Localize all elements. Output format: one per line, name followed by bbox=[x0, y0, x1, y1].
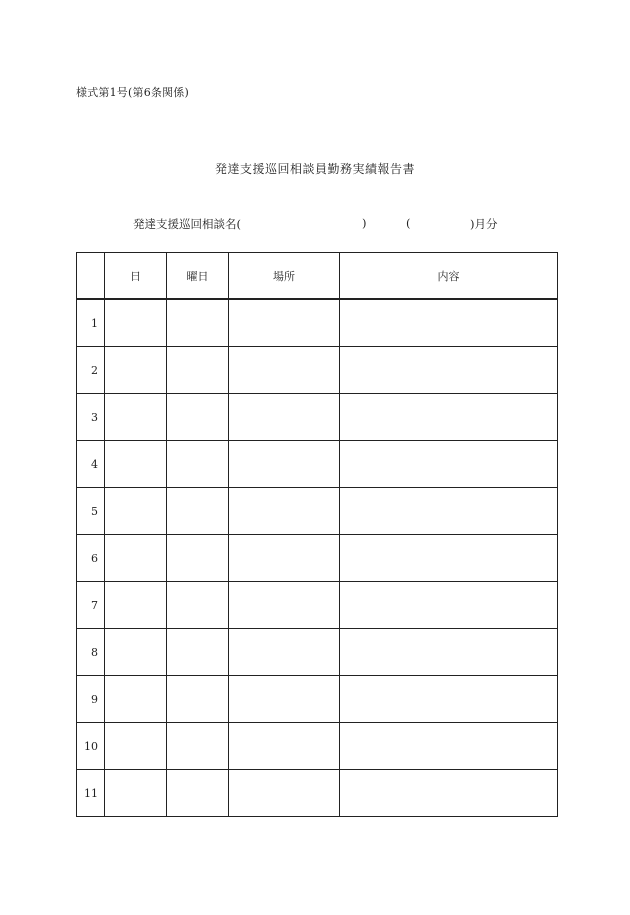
day-cell[interactable] bbox=[105, 723, 167, 770]
content-cell[interactable] bbox=[340, 441, 558, 488]
table-row bbox=[77, 535, 558, 582]
row-number: 10 bbox=[77, 723, 105, 770]
header-row-number bbox=[77, 253, 105, 300]
place-cell[interactable] bbox=[229, 723, 340, 770]
place-cell[interactable] bbox=[229, 629, 340, 676]
content-cell[interactable] bbox=[340, 347, 558, 394]
content-cell[interactable] bbox=[340, 629, 558, 676]
name-close-paren: ) bbox=[362, 216, 367, 230]
day-cell[interactable] bbox=[105, 582, 167, 629]
table-row bbox=[77, 488, 558, 535]
row-number: 2 bbox=[77, 347, 105, 394]
weekday-cell[interactable] bbox=[167, 394, 229, 441]
row-number: 4 bbox=[77, 441, 105, 488]
table-row bbox=[77, 441, 558, 488]
day-cell[interactable] bbox=[105, 770, 167, 817]
day-cell[interactable] bbox=[105, 535, 167, 582]
content-cell[interactable] bbox=[340, 770, 558, 817]
row-number: 7 bbox=[77, 582, 105, 629]
place-cell[interactable] bbox=[229, 535, 340, 582]
table-row bbox=[77, 676, 558, 723]
row-number: 6 bbox=[77, 535, 105, 582]
table-row bbox=[77, 629, 558, 676]
day-cell[interactable] bbox=[105, 299, 167, 347]
weekday-cell[interactable] bbox=[167, 770, 229, 817]
content-cell[interactable] bbox=[340, 299, 558, 347]
weekday-cell[interactable] bbox=[167, 629, 229, 676]
day-cell[interactable] bbox=[105, 441, 167, 488]
day-cell[interactable] bbox=[105, 488, 167, 535]
header-place: 場所 bbox=[229, 253, 340, 300]
place-cell[interactable] bbox=[229, 441, 340, 488]
form-number: 様式第1号(第6条関係) bbox=[76, 86, 189, 99]
table-row bbox=[77, 347, 558, 394]
month-suffix-label: )月分 bbox=[470, 217, 498, 231]
weekday-cell[interactable] bbox=[167, 676, 229, 723]
place-cell[interactable] bbox=[229, 488, 340, 535]
weekday-cell[interactable] bbox=[167, 347, 229, 394]
place-cell[interactable] bbox=[229, 394, 340, 441]
place-cell[interactable] bbox=[229, 347, 340, 394]
weekday-cell[interactable] bbox=[167, 723, 229, 770]
day-cell[interactable] bbox=[105, 394, 167, 441]
table-row bbox=[77, 723, 558, 770]
table-row bbox=[77, 394, 558, 441]
weekday-cell[interactable] bbox=[167, 535, 229, 582]
weekday-cell[interactable] bbox=[167, 441, 229, 488]
table-row bbox=[77, 299, 558, 347]
month-open-paren: ( bbox=[406, 216, 411, 230]
day-cell[interactable] bbox=[105, 676, 167, 723]
row-number: 9 bbox=[77, 676, 105, 723]
content-cell[interactable] bbox=[340, 488, 558, 535]
table-header-row bbox=[77, 253, 558, 300]
content-cell[interactable] bbox=[340, 676, 558, 723]
day-cell[interactable] bbox=[105, 347, 167, 394]
day-cell[interactable] bbox=[105, 629, 167, 676]
header-content: 内容 bbox=[340, 253, 558, 300]
row-number: 5 bbox=[77, 488, 105, 535]
place-cell[interactable] bbox=[229, 299, 340, 347]
place-cell[interactable] bbox=[229, 770, 340, 817]
header-weekday: 曜日 bbox=[167, 253, 229, 300]
content-cell[interactable] bbox=[340, 394, 558, 441]
table-row bbox=[77, 770, 558, 817]
row-number: 3 bbox=[77, 394, 105, 441]
row-number: 1 bbox=[77, 299, 105, 347]
content-cell[interactable] bbox=[340, 723, 558, 770]
content-cell[interactable] bbox=[340, 535, 558, 582]
weekday-cell[interactable] bbox=[167, 488, 229, 535]
weekday-cell[interactable] bbox=[167, 299, 229, 347]
content-cell[interactable] bbox=[340, 582, 558, 629]
table-row bbox=[77, 582, 558, 629]
weekday-cell[interactable] bbox=[167, 582, 229, 629]
header-day: 日 bbox=[105, 253, 167, 300]
row-number: 11 bbox=[77, 770, 105, 817]
document-title: 発達支援巡回相談員勤務実績報告書 bbox=[214, 162, 415, 176]
place-cell[interactable] bbox=[229, 582, 340, 629]
place-cell[interactable] bbox=[229, 676, 340, 723]
work-record-table bbox=[76, 252, 558, 817]
consultant-name-label: 発達支援巡回相談名( bbox=[133, 217, 241, 231]
row-number: 8 bbox=[77, 629, 105, 676]
